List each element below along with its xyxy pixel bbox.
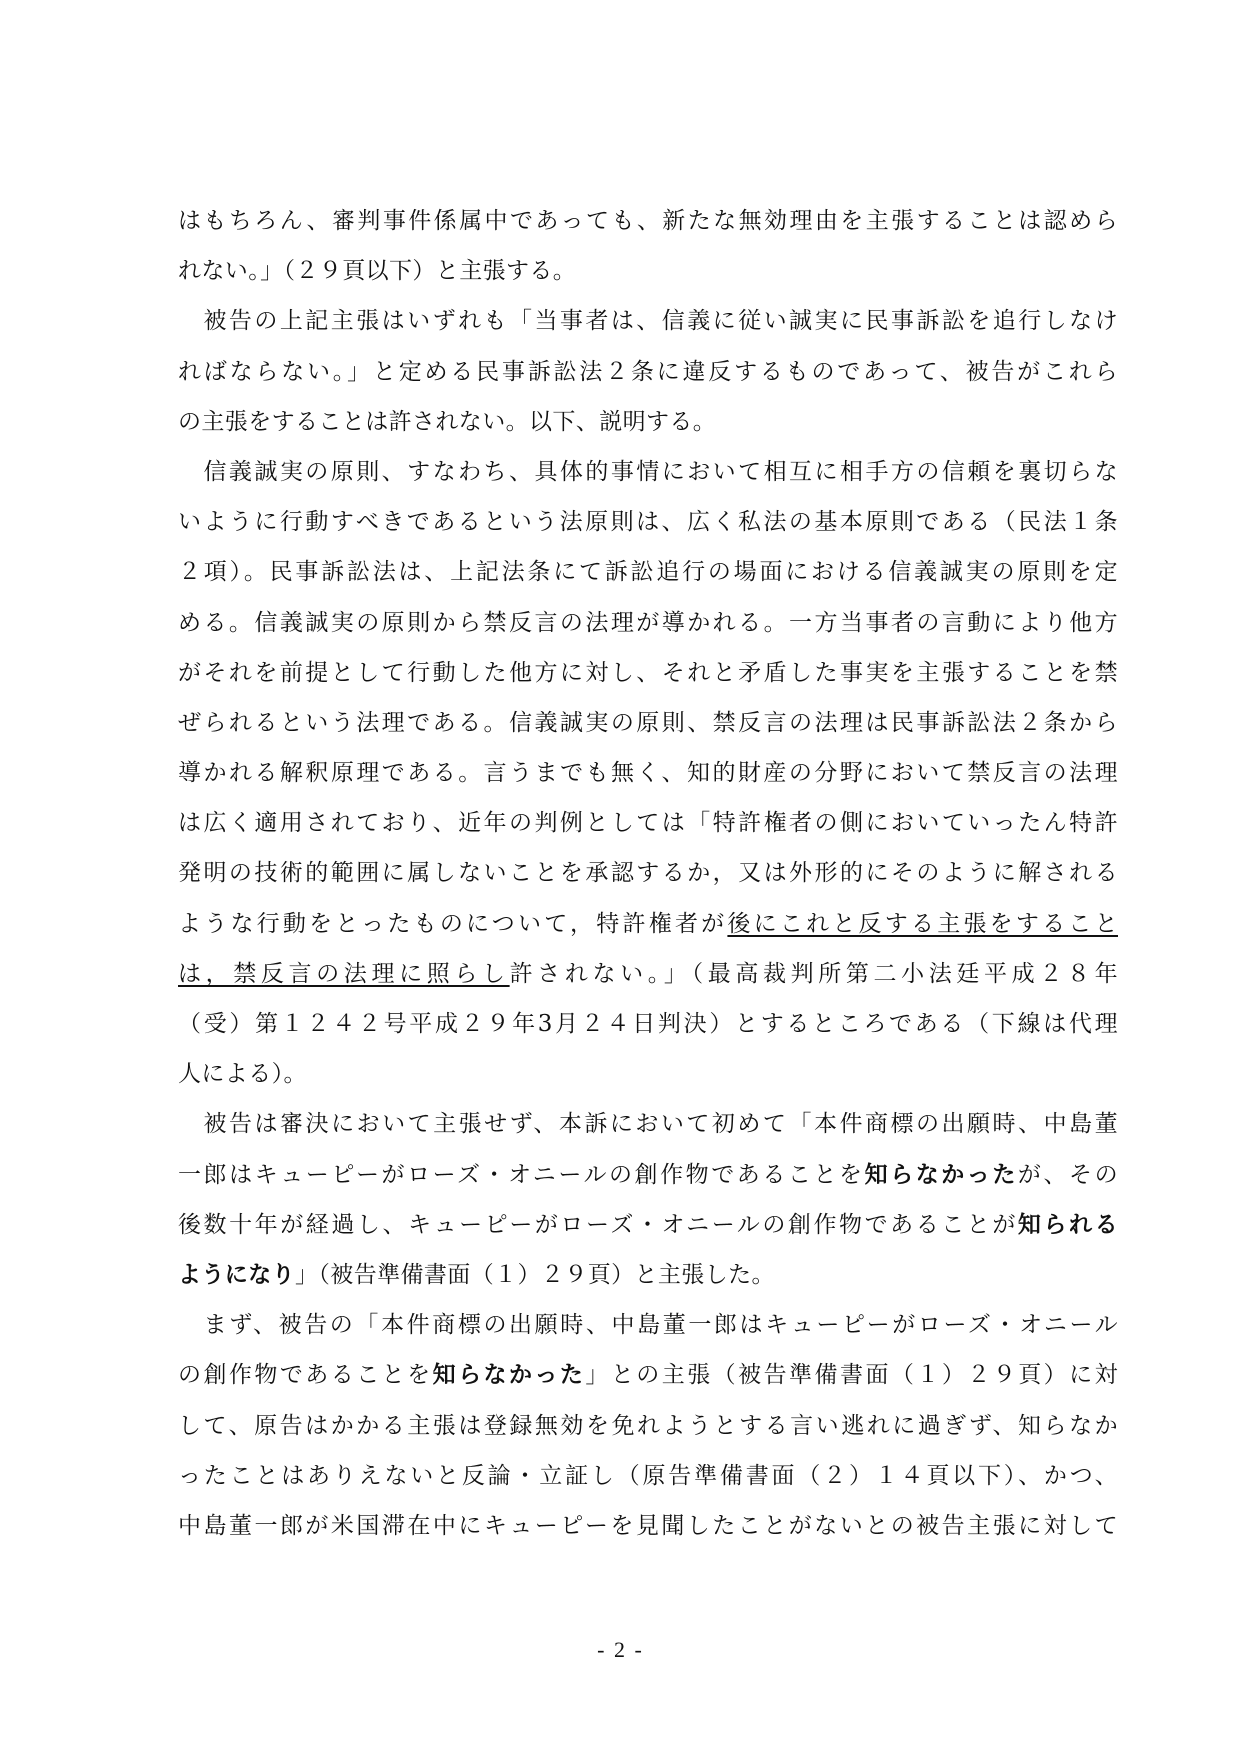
text-segment: いように行動すべきであるという法原則は、広く私法の基本原則である（民法１条: [178, 509, 1118, 536]
text-line: [178, 899, 1118, 949]
text-line: [178, 547, 1118, 597]
text-line: [178, 246, 1118, 296]
text-segment: の創作物であることを: [178, 1362, 433, 1389]
text-line: [178, 1099, 1118, 1149]
text-segment: ぜられるという法理である。信義誠実の原則、禁反言の法理は民事訴訟法２条から: [178, 709, 1118, 736]
text-line: [178, 1501, 1118, 1551]
text-line: [178, 1200, 1118, 1250]
text-segment: ればならない。」と定める民事訴訟法２条に違反するものであって、被告がこれら: [178, 358, 1118, 385]
text-segment: 発明の技術的範囲に属しないことを承認するか，又は外形的にそのように解される: [178, 860, 1118, 887]
text-line: [178, 698, 1118, 748]
text-line: [178, 748, 1118, 798]
bold-text: 知らなかった: [864, 1160, 1018, 1188]
text-segment: 被告の上記主張はいずれも「当事者は、信義に従い誠実に民事訴訟を追行しなけ: [178, 308, 1118, 335]
text-segment: して、原告はかかる主張は登録無効を免れようとする言い逃れに過ぎず、知らなか: [178, 1412, 1118, 1439]
text-line: [178, 1049, 1118, 1099]
text-segment: の主張をすることは許されない。以下、説明する。: [178, 408, 717, 435]
bold-text: ようになり: [178, 1260, 295, 1288]
text-segment: 信義誠実の原則、すなわち、具体的事情において相互に相手方の信頼を裏切らな: [178, 458, 1118, 485]
text-line: [178, 497, 1118, 547]
text-segment: はもちろん、審判事件係属中であっても、新たな無効理由を主張することは認めら: [178, 208, 1118, 234]
text-line: [178, 949, 1118, 999]
text-segment: がそれを前提として行動した他方に対し、それと矛盾した事実を主張することを禁: [178, 659, 1118, 686]
text-segment: 導かれる解釈原理である。言うまでも無く、知的財産の分野において禁反言の法理: [178, 760, 1118, 787]
text-line: [178, 397, 1118, 447]
text-segment: れない。」（２９頁以下）と主張する。: [178, 258, 577, 285]
text-line: [178, 447, 1118, 497]
text-line: [178, 1150, 1118, 1200]
text-line: [178, 1451, 1118, 1501]
text-line: [178, 1300, 1118, 1350]
text-segment: は広く適用されており、近年の判例としては「特許権者の側においていったん特許: [178, 810, 1118, 837]
underlined-text: は，禁反言の法理に照らし: [178, 960, 510, 987]
underlined-text: 後にこれと反する主張をすること: [727, 910, 1118, 937]
text-segment: 被告は審決において主張せず、本訴において初めて「本件商標の出願時、中島董: [178, 1111, 1118, 1138]
text-segment: 一郎はキューピーがローズ・オニールの創作物であることを: [178, 1161, 865, 1188]
text-segment: 許されない。」（最高裁判所第二小法廷平成２８年: [509, 960, 1118, 987]
text-line: [178, 196, 1118, 246]
text-segment: ったことはありえないと反論・立証し（原告準備書面（２）１４頁以下）、かつ、: [178, 1462, 1118, 1489]
text-segment: める。信義誠実の原則から禁反言の法理が導かれる。一方当事者の言動により他方: [178, 609, 1118, 636]
bold-text: 知らなかった: [432, 1361, 586, 1389]
text-segment: が、その: [1017, 1161, 1118, 1188]
text-segment: ２項）。民事訴訟法は、上記法条にて訴訟追行の場面における信義誠実の原則を定: [178, 559, 1118, 586]
text-line: [178, 347, 1118, 397]
text-segment: 後数十年が経過し、キューピーがローズ・オニールの創作物であることが: [178, 1211, 1018, 1238]
text-line: [178, 598, 1118, 648]
text-segment: 」（被告準備書面（１）２９頁）と主張した。: [295, 1261, 775, 1288]
text-line: [178, 798, 1118, 848]
text-line: [178, 296, 1118, 346]
text-segment: 」との主張（被告準備書面（１）２９頁）に対: [585, 1362, 1118, 1389]
text-segment: 人による）。: [178, 1061, 307, 1088]
page-number: - 2 -: [597, 1637, 644, 1662]
text-line: [178, 1401, 1118, 1451]
body-text: [178, 196, 1118, 1551]
text-line: [178, 848, 1118, 898]
bold-text: 知られる: [1017, 1210, 1118, 1238]
text-line: [178, 648, 1118, 698]
text-segment: （受）第１２４２号平成２９年3月２４日判決）とするところである（下線は代理: [178, 1011, 1118, 1037]
text-line: [178, 999, 1118, 1049]
text-segment: まず、被告の「本件商標の出願時、中島董一郎はキューピーがローズ・オニール: [178, 1312, 1118, 1339]
text-line: [178, 1250, 1118, 1300]
text-segment: ような行動をとったものについて，特許権者が: [178, 910, 728, 937]
text-line: [178, 1350, 1118, 1400]
text-segment: 中島董一郎が米国滞在中にキューピーを見聞したことがないとの被告主張に対して: [178, 1512, 1118, 1539]
